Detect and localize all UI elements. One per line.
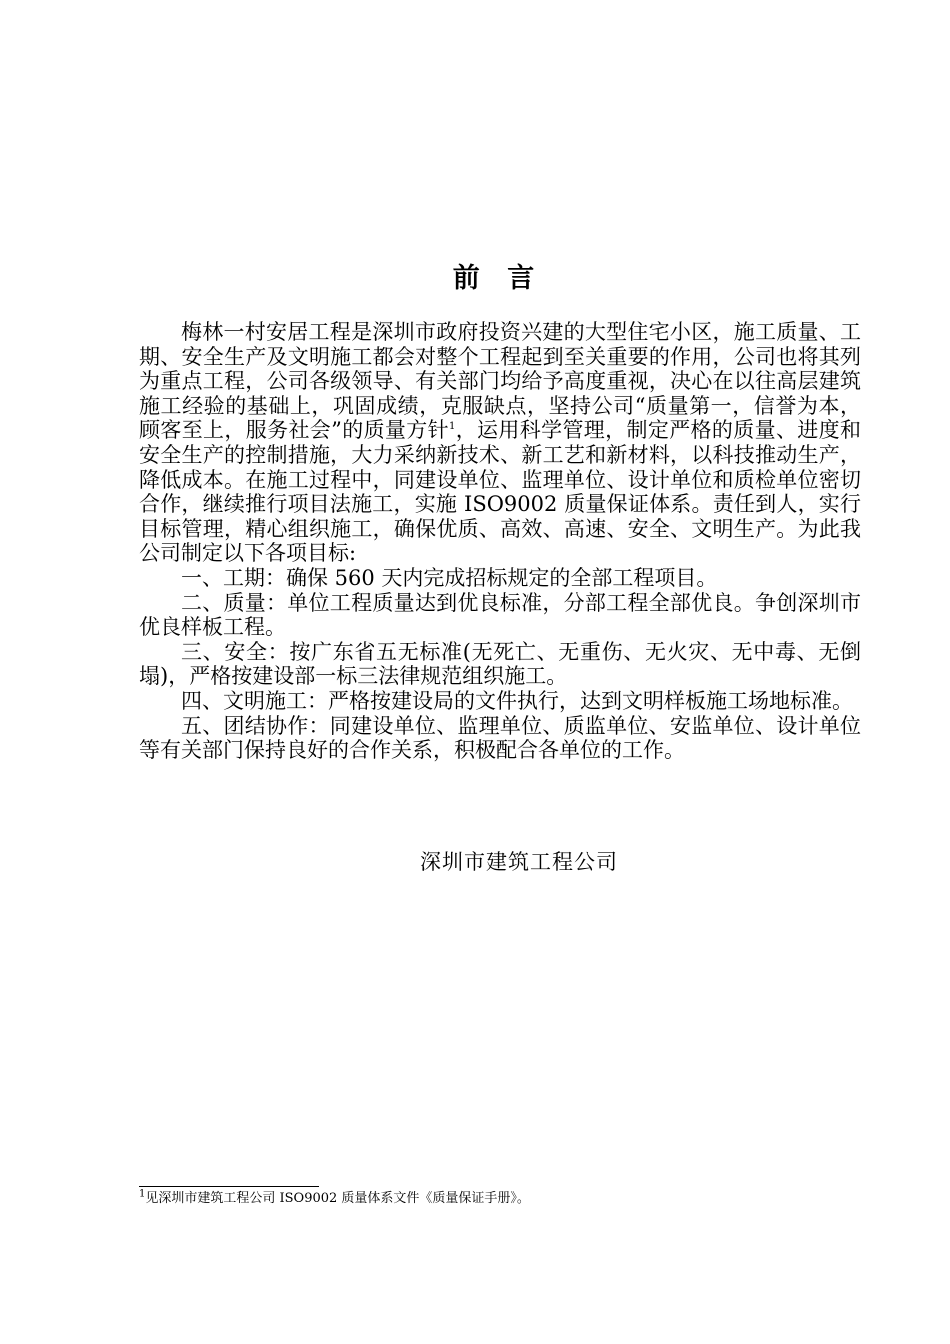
intro-text-part2: ，运用科学管理，制定严格的质量、进度和安全生产的控制措施，大力采纳新技术、新工艺和新材料，以科技推动生产，降低成本。在施工过程中，同建设单位、监理单位、设计单位和质检单位密切合作，继续推行项目法施工，实施 ISO9002 质量保证体系。责任到人，实行目标管理，精心组织施工，确保优质、高效、高速、安全、文明生产。为此我公司制定以下各项目标: (139, 418, 861, 566)
footnote-divider (139, 1186, 319, 1187)
goal-item: 三、安全：按广东省五无标准(无死亡、无重伤、无火灾、无中毒、无倒塌)，严格按建设部一标三法律规范组织施工。 (139, 639, 861, 689)
company-signature: 深圳市建筑工程公司 (420, 850, 618, 874)
intro-text-part1: 梅林一村安居工程是深圳市政府投资兴建的大型住宅小区，施工质量、工期、安全生产及文明施工都会对整个工程起到至关重要的作用，公司也将其列为重点工程，公司各级领导、有关部门均给予高度重视，决心在以往高层建筑施工经验的基础上，巩固成绩，克服缺点，坚持公司“质量第一，信誉为本，顾客至上，服务社会”的质量方针 (139, 320, 861, 443)
footnote-mark: 1 (139, 1188, 146, 1200)
page-title: 前 言 (452, 263, 544, 294)
goal-item: 二、质量：单位工程质量达到优良标准，分部工程全部优良。争创深圳市优良样板工程。 (139, 590, 861, 640)
goal-item: 四、文明施工：严格按建设局的文件执行，达到文明样板施工场地标准。 (181, 688, 853, 713)
footnote (139, 1188, 530, 1207)
intro-paragraph (139, 320, 861, 566)
footnote-text: 见深圳市建筑工程公司 ISO9002 质量体系文件《质量保证手册》。 (145, 1191, 530, 1206)
goal-item: 五、团结协作：同建设单位、监理单位、质监单位、安监单位、设计单位等有关部门保持良好的合作关系，积极配合各单位的工作。 (139, 713, 861, 763)
body-text (139, 320, 861, 763)
goal-item: 一、工期：确保 560 天内完成招标规定的全部工程项目。 (181, 565, 718, 590)
footnote-ref-mark[interactable]: 1 (448, 421, 456, 433)
